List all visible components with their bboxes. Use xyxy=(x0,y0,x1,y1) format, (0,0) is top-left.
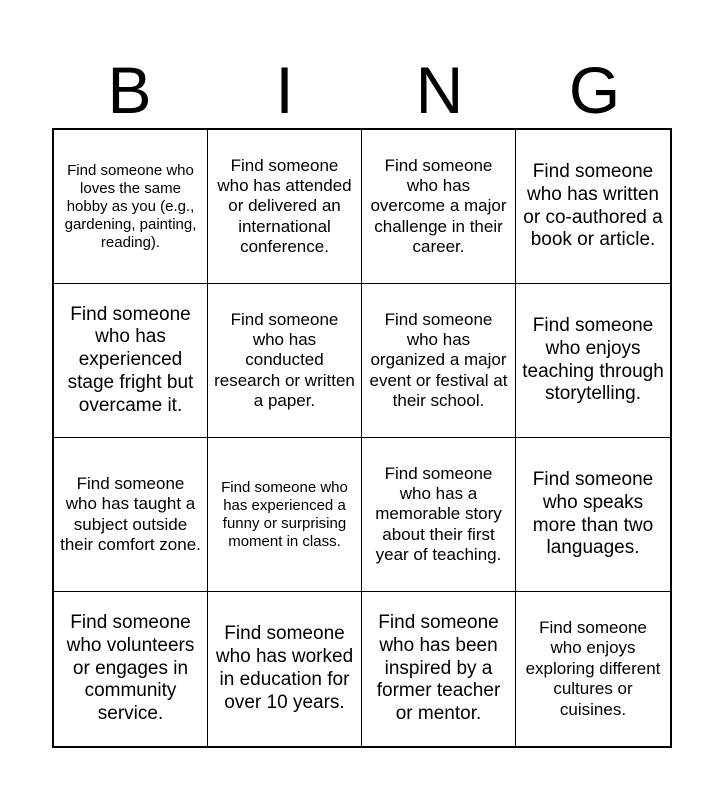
title-letter-n: N xyxy=(415,53,464,127)
bingo-cell[interactable] xyxy=(362,592,516,746)
bingo-cell[interactable] xyxy=(54,284,208,438)
bingo-cell-text: Find someone who loves the same hobby as you (e.g., gardening, painting, reading). xyxy=(64,161,197,251)
bingo-cell[interactable] xyxy=(362,438,516,592)
bingo-cell-text: Find someone who speaks more than two languages. xyxy=(532,468,654,559)
bingo-cell-text: Find someone who has overcome a major challenge in their career. xyxy=(370,155,507,257)
bingo-cell[interactable] xyxy=(516,284,670,438)
bingo-cell-text: Find someone who has written or co-authored a book or article. xyxy=(523,160,663,251)
bingo-cell[interactable] xyxy=(54,130,208,284)
bingo-cell[interactable] xyxy=(54,438,208,592)
bingo-cell-text: Find someone who volunteers or engages in community service. xyxy=(66,612,195,725)
title-letter-b: B xyxy=(107,53,152,127)
title-letter-i: I xyxy=(275,53,294,127)
bingo-cell[interactable] xyxy=(516,438,670,592)
bingo-cell-text: Find someone who has attended or delivered an international conference. xyxy=(217,155,352,257)
title-letter-g: G xyxy=(568,53,621,127)
bingo-title xyxy=(52,52,672,128)
bingo-cell[interactable] xyxy=(208,592,362,746)
bingo-cell[interactable] xyxy=(208,438,362,592)
bingo-cell-text: Find someone who has organized a major event or festival at their school. xyxy=(369,309,508,411)
bingo-cell[interactable] xyxy=(208,130,362,284)
bingo-cell-text: Find someone who has experienced a funny or surprising moment in class. xyxy=(221,478,348,550)
bingo-cell-text: Find someone who has taught a subject outside their comfort zone. xyxy=(60,473,201,554)
bingo-cell-text: Find someone who enjoys teaching through storytelling. xyxy=(522,314,664,405)
bingo-cell[interactable] xyxy=(208,284,362,438)
bingo-cell[interactable] xyxy=(362,130,516,284)
bingo-cell-text: Find someone who has conducted research or written a paper. xyxy=(214,309,355,411)
bingo-cell-text: Find someone who enjoys exploring different cultures or cuisines. xyxy=(525,618,661,719)
bingo-cell[interactable] xyxy=(362,284,516,438)
bingo-cell[interactable] xyxy=(516,592,670,746)
bingo-cell-text: Find someone who has been inspired by a former teacher or mentor. xyxy=(376,612,501,725)
bingo-cell[interactable] xyxy=(54,592,208,746)
bingo-cell-text: Find someone who has a memorable story about their first year of teaching. xyxy=(375,463,502,565)
bingo-board xyxy=(52,128,672,748)
bingo-cell[interactable] xyxy=(516,130,670,284)
bingo-cell-text: Find someone who has experienced stage fright but overcame it. xyxy=(67,303,194,416)
bingo-cell-text: Find someone who has worked in education for over 10 years. xyxy=(215,623,354,713)
